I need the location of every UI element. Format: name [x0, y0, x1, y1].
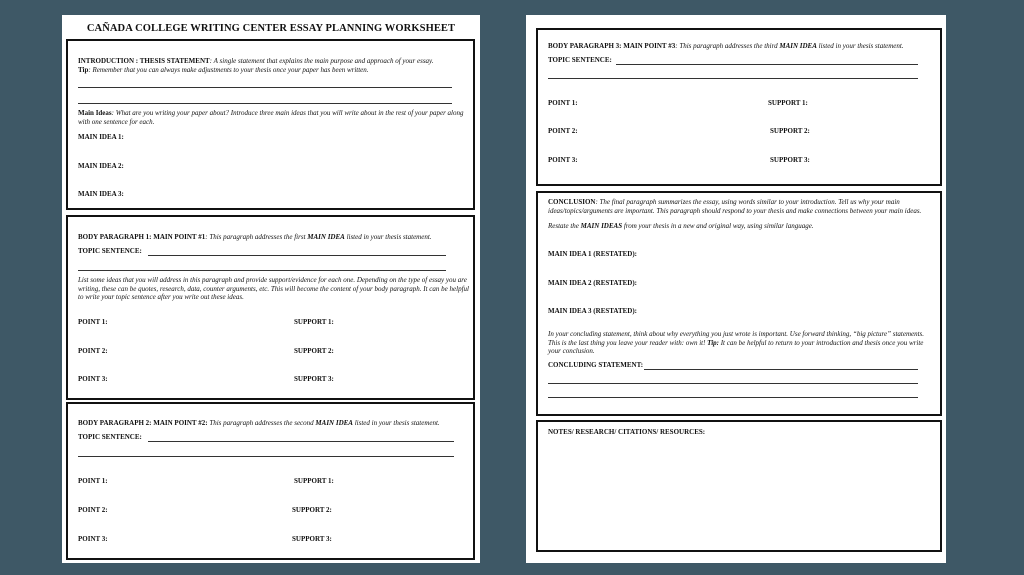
body1-support-1: SUPPORT 1:	[294, 318, 334, 326]
body2-desc-bold: MAIN IDEA	[315, 419, 353, 427]
body1-instructions: List some ideas that you will address in this paragraph and provide support/evidence for each one. Depending on the type of essay you are writing, these can be quotes, research, data, counter arguments, etc. This will become the content of your body paragraph. It can be helpful to write your topic sentence after you write out these ideas.	[78, 276, 469, 301]
body3-desc-a: : This paragraph addresses the third	[675, 42, 780, 50]
thesis-write-line-1[interactable]	[78, 87, 452, 88]
main-idea-2-label: MAIN IDEA 2:	[78, 162, 124, 170]
body2-heading-line	[78, 419, 440, 428]
body3-desc-bold: MAIN IDEA	[779, 42, 817, 50]
notes-section[interactable]	[536, 420, 942, 552]
body1-desc-a: : This paragraph addresses the first	[205, 233, 308, 241]
concluding-text-b: It can be helpful to return to your introduction and thesis once you write your conclusion.	[548, 338, 924, 355]
body3-point-3: POINT 3:	[548, 156, 578, 164]
body3-desc-b: listed in your thesis statement.	[816, 42, 904, 50]
body3-point-2: POINT 2:	[548, 127, 578, 135]
body2-topic-line-2[interactable]	[78, 456, 454, 457]
restate-text-bold: MAIN IDEAS	[580, 222, 623, 230]
body2-point-2: POINT 2:	[78, 506, 108, 514]
body1-topic-line-2[interactable]	[78, 270, 446, 271]
body2-desc-b: listed in your thesis statement.	[352, 419, 440, 427]
body2-support-1: SUPPORT 1:	[294, 477, 334, 485]
main-idea-1-restated: MAIN IDEA 1 (RESTATED):	[548, 250, 637, 258]
body2-heading: BODY PARAGRAPH 2: MAIN POINT #2:	[78, 419, 208, 427]
body1-point-2: POINT 2:	[78, 347, 108, 355]
body2-topic-label: TOPIC SENTENCE:	[78, 433, 142, 441]
main-ideas-label: Main Ideas	[78, 109, 112, 117]
body1-point-3: POINT 3:	[78, 375, 108, 383]
main-ideas-text: : What are you writing your paper about? Introduce three main ideas that you will write about in the rest of your paper along with one sentence for each.	[78, 109, 464, 126]
conclusion-description: : The final paragraph summarizes the essay, using words similar to your introduction. Tell us why your main ideas/topics/arguments are important. This paragraph should respond to your thesis and make connections between your main ideas.	[548, 198, 922, 215]
conclusion-restate-line	[548, 222, 814, 231]
restate-text-b: from your thesis in a new and original way, using similar language.	[622, 222, 814, 230]
concluding-line-1[interactable]	[644, 369, 918, 370]
body3-support-1: SUPPORT 1:	[768, 99, 808, 107]
body1-heading: BODY PARAGRAPH 1: MAIN POINT #1	[78, 233, 206, 241]
body1-support-2: SUPPORT 2:	[294, 347, 334, 355]
main-ideas-instructions	[78, 109, 470, 126]
body1-point-1: POINT 1:	[78, 318, 108, 326]
body3-support-2: SUPPORT 2:	[770, 127, 810, 135]
body3-support-3: SUPPORT 3:	[770, 156, 810, 164]
body2-point-3: POINT 3:	[78, 535, 108, 543]
body2-support-3: SUPPORT 3:	[292, 535, 332, 543]
body3-topic-line[interactable]	[616, 64, 918, 65]
concluding-tip-label: Tip:	[707, 338, 719, 347]
body3-topic-line-2[interactable]	[548, 78, 918, 79]
body1-heading-line	[78, 233, 432, 242]
body1-topic-line[interactable]	[148, 255, 446, 256]
intro-description: : A single statement that explains the main purpose and approach of your essay.	[209, 57, 434, 65]
worksheet-page-2	[526, 15, 946, 563]
body-paragraph-1-section	[66, 215, 475, 400]
conclusion-intro	[548, 198, 934, 215]
main-idea-2-restated: MAIN IDEA 2 (RESTATED):	[548, 279, 637, 287]
concluding-statement-label: CONCLUDING STATEMENT:	[548, 361, 644, 369]
body3-point-1: POINT 1:	[548, 99, 578, 107]
main-idea-3-restated: MAIN IDEA 3 (RESTATED):	[548, 307, 637, 315]
thesis-write-line-2[interactable]	[78, 103, 452, 104]
conclusion-label: CONCLUSION	[548, 198, 596, 206]
concluding-instructions	[548, 330, 932, 356]
worksheet-title: CAÑADA COLLEGE WRITING CENTER ESSAY PLANNING WORKSHEET	[86, 23, 456, 34]
body2-topic-line[interactable]	[148, 441, 454, 442]
concluding-line-3[interactable]	[548, 397, 918, 398]
restate-text-a: Restate the	[548, 222, 581, 230]
body2-support-2: SUPPORT 2:	[292, 506, 332, 514]
body3-heading-line	[548, 42, 904, 51]
worksheet-page-1	[62, 15, 480, 563]
body3-topic-label: TOPIC SENTENCE:	[548, 56, 612, 64]
body2-point-1: POINT 1:	[78, 477, 108, 485]
body1-support-3: SUPPORT 3:	[294, 375, 334, 383]
concluding-line-2[interactable]	[548, 383, 918, 384]
notes-label: NOTES/ RESEARCH/ CITATIONS/ RESOURCES:	[548, 428, 706, 436]
body1-desc-bold: MAIN IDEA	[307, 233, 345, 241]
body3-heading: BODY PARAGRAPH 3: MAIN POINT #3	[548, 42, 676, 50]
intro-tip-label: Tip	[78, 66, 89, 74]
introduction-section	[66, 39, 475, 210]
body1-topic-label: TOPIC SENTENCE:	[78, 247, 142, 255]
intro-thesis-line	[78, 57, 434, 66]
body-paragraph-3-section	[536, 28, 942, 186]
intro-label: INTRODUCTION : THESIS STATEMENT	[78, 57, 210, 65]
body2-desc-a: This paragraph addresses the second	[207, 419, 316, 427]
body-paragraph-2-section	[66, 402, 475, 560]
body1-desc-b: listed in your thesis statement.	[344, 233, 432, 241]
intro-tip-line	[78, 66, 369, 75]
main-idea-3-label: MAIN IDEA 3:	[78, 190, 124, 198]
main-idea-1-label: MAIN IDEA 1:	[78, 133, 124, 141]
conclusion-section	[536, 191, 942, 416]
intro-tip-text: : Remember that you can always make adjustments to your thesis once your paper has been written.	[88, 66, 369, 74]
concluding-text-a: In your concluding statement, think about why everything you just wrote is important. Use forward thinking, “big picture” statements. This is the last thing you leave your reader with: own it!	[548, 330, 925, 347]
